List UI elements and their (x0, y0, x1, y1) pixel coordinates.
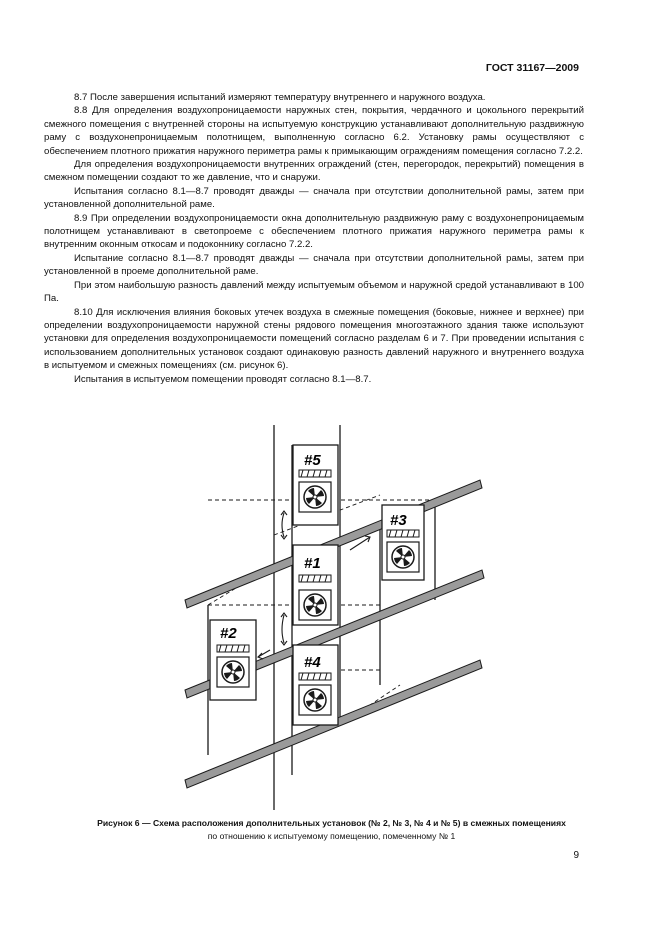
caption-subtitle: по отношению к испытуемому помещению, помеченному № 1 (207, 831, 456, 841)
paragraph: 8.8 Для определения воздухопроницаемости наружных стен, покрытия, чердачного и цокольного перекрытий смежного помещения с внутренней стороны на испытуемую конструкцию устанавливают дополнительную раздвижную раму с воздухонепроницаемым полотнищем, выполненную согласно 6.2. Установку рамы осуществляют с обеспечением плотного прижатия наружного периметра рамы к примыкающим ограждениям помещения согласно 7.2.2. (44, 105, 584, 157)
figure-6-diagram (180, 425, 490, 810)
unit-3-label: #3 (390, 512, 407, 529)
figure-caption (44, 817, 619, 843)
paragraph: 8.7 После завершения испытаний измеряют температуру внутреннего и наружного воздуха. (74, 92, 486, 103)
page-number: 9 (573, 850, 579, 861)
paragraph: Для определения воздухопроницаемости внутренних ограждений (стен, перегородок, перекрытий) помещения в смежном помещении создают то же давление, что и снаружи. (44, 159, 584, 184)
unit-4-installation (293, 645, 338, 725)
document-code: ГОСТ 31167—2009 (485, 62, 579, 74)
paragraph: При этом наибольшую разность давлений между испытуемым объемом и наружной средой устанавливают в 100 Па. (44, 279, 584, 305)
unit-4-label: #4 (304, 654, 321, 671)
paragraph: Испытания согласно 8.1—8.7 проводят дважды — сначала при отсутствии дополнительной рамы, затем при установленной дополнительной раме. (44, 185, 584, 211)
unit-5-label: #5 (304, 452, 321, 469)
unit-1-installation (293, 545, 338, 625)
unit-1-label: #1 (304, 555, 321, 572)
body-text (44, 91, 584, 386)
unit-2-installation (210, 620, 256, 700)
caption-title: Рисунок 6 — Схема расположения дополнительных установок (№ 2, № 3, № 4 и № 5) в смежных помещениях (97, 818, 566, 828)
paragraph: 8.9 При определении воздухопроницаемости окна дополнительную раздвижную раму с воздухонепроницаемым полотнищем устанавливают в светопроеме с обеспечением плотного прижатия наружного периметра рамы к внутренним оконным откосам и подоконнику согласно 7.2.2. (44, 212, 584, 251)
paragraph: Испытания в испытуемом помещении проводят согласно 8.1—8.7. (74, 373, 372, 385)
building-scheme-svg (180, 425, 490, 810)
unit-3-installation (382, 505, 424, 580)
paragraph: 8.10 Для исключения влияния боковых утечек воздуха в смежные помещения (боковые, нижнее и верхнее) при определении воздухопроницаемости наружной стены рядового помещения многоэтажного здания также используют установки для определения воздухопроницаемости помещений согласно разделам 6 и 7. При проведении испытания с использованием дополнительных установок создают одинаковую разность давлений наружного и внутреннего воздуха в испытуемом и смежных помещениях (см. рисунок 6). (44, 306, 584, 372)
paragraph: Испытание согласно 8.1—8.7 проводят дважды — сначала при отсутствии дополнительной рамы, затем при установленной в проеме дополнительной раме. (44, 252, 584, 278)
unit-5-installation (293, 445, 338, 525)
unit-2-label: #2 (220, 625, 237, 642)
